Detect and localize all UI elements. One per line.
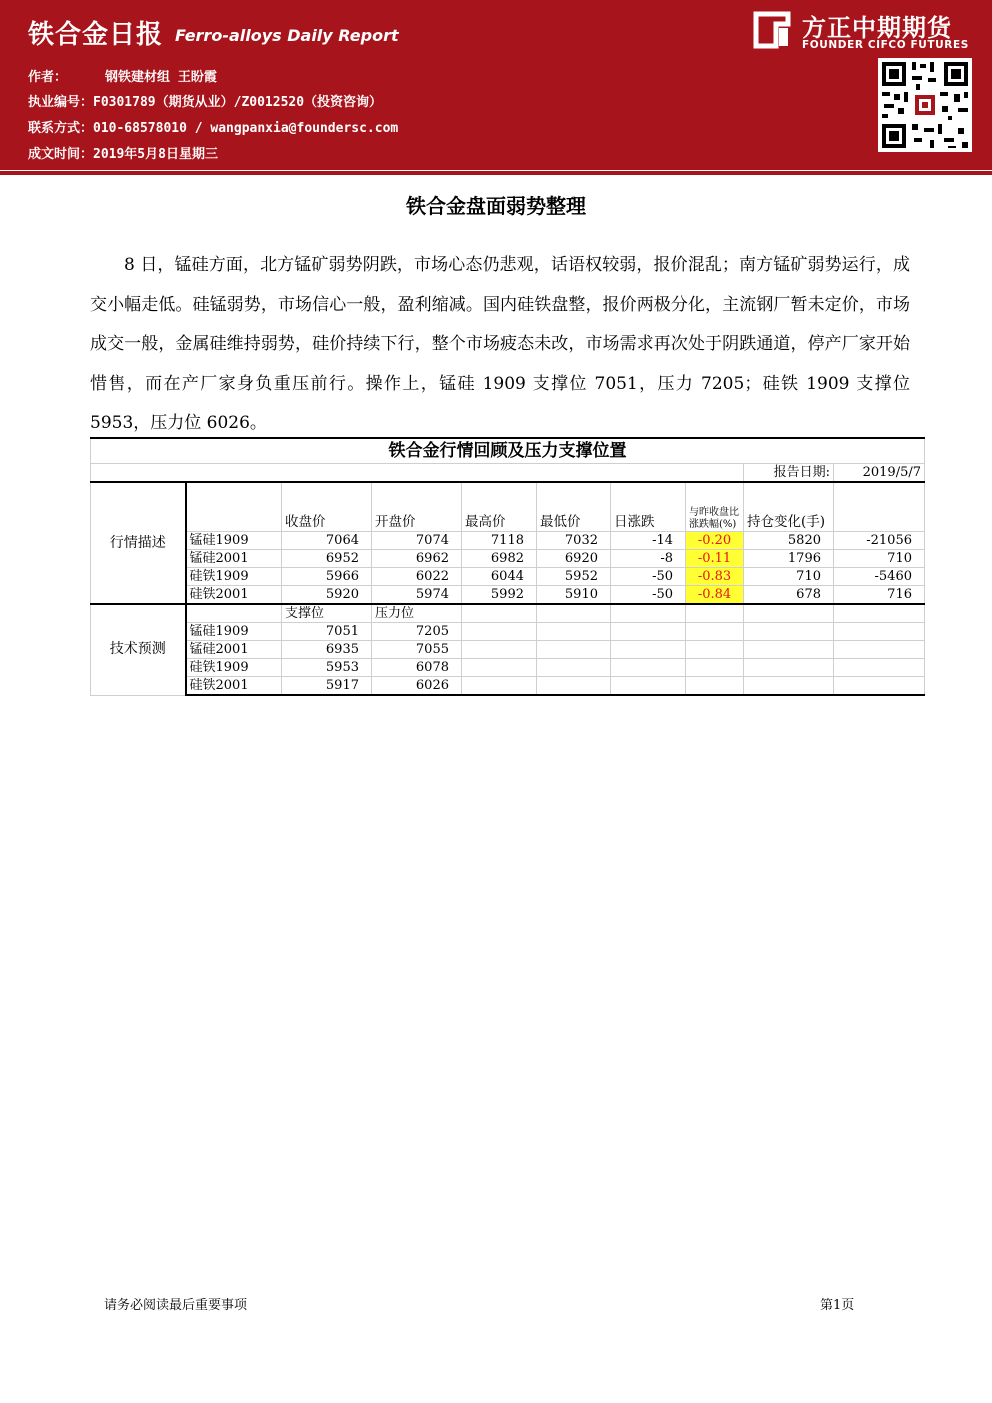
oi-value: 710 (744, 568, 834, 586)
contract-name: 硅铁2001 (186, 677, 282, 696)
contract-name: 硅铁1909 (186, 568, 282, 586)
extra-value: -5460 (834, 568, 925, 586)
contract-name: 锰硅1909 (186, 532, 282, 550)
high-value: 6982 (462, 550, 537, 568)
pct-value: -0.11 (686, 550, 744, 568)
close-value: 7064 (282, 532, 372, 550)
header-change: 日涨跌 (611, 482, 686, 532)
qr-code-icon (878, 58, 972, 152)
publish-date: 成文时间：2019年5月8日星期三 (28, 147, 218, 162)
change-value: -50 (611, 568, 686, 586)
close-value: 5920 (282, 586, 372, 605)
company-logo (752, 8, 980, 54)
header-close: 收盘价 (282, 482, 372, 532)
contract-name: 硅铁2001 (186, 586, 282, 605)
close-value: 5966 (282, 568, 372, 586)
close-value: 6952 (282, 550, 372, 568)
contact-info: 联系方式：010-68578010 / wangpanxia@foundersc.com (28, 121, 399, 136)
author-line (28, 66, 217, 85)
pct-value: -0.84 (686, 586, 744, 605)
table-row (91, 568, 925, 586)
resistance-value: 6078 (372, 659, 462, 677)
table-title: 铁合金行情回顾及压力支撑位置 (91, 438, 925, 464)
extra-value: -21056 (834, 532, 925, 550)
pct-value: -0.83 (686, 568, 744, 586)
open-value: 5974 (372, 586, 462, 605)
low-value: 6920 (537, 550, 611, 568)
contract-name: 硅铁1909 (186, 659, 282, 677)
change-value: -8 (611, 550, 686, 568)
header-oi: 持仓变化(手) (744, 482, 834, 532)
market-table (90, 437, 925, 696)
author-label: 作者： (28, 70, 68, 85)
report-date: 2019/5/7 (834, 464, 925, 483)
support-value: 7051 (282, 623, 372, 641)
resistance-value: 7055 (372, 641, 462, 659)
contract-name: 锰硅2001 (186, 550, 282, 568)
logo-mark-icon (752, 10, 792, 50)
header-resistance: 压力位 (372, 604, 462, 623)
table-row (91, 532, 925, 550)
document-title: 铁合金盘面弱势整理 (406, 194, 586, 218)
license-number: 执业编号：F0301789（期货从业）/Z0012520（投资咨询） (28, 95, 383, 110)
high-value: 5992 (462, 586, 537, 605)
contract-name: 锰硅1909 (186, 623, 282, 641)
report-date-label: 报告日期: (744, 464, 834, 483)
table-row (91, 550, 925, 568)
low-value: 5952 (537, 568, 611, 586)
report-title: 铁合金日报 (28, 20, 164, 50)
section-market: 行情描述 (91, 482, 186, 604)
footer-notice: 请务必阅读最后重要事项 (104, 1298, 248, 1313)
table-row (91, 677, 925, 696)
section-forecast: 技术预测 (91, 604, 186, 695)
page-number: 第1页 (820, 1298, 855, 1313)
table-row (91, 586, 925, 605)
header-support: 支撑位 (282, 604, 372, 623)
support-value: 6935 (282, 641, 372, 659)
high-value: 7118 (462, 532, 537, 550)
open-value: 7074 (372, 532, 462, 550)
support-value: 5917 (282, 677, 372, 696)
header-high: 最高价 (462, 482, 537, 532)
high-value: 6044 (462, 568, 537, 586)
resistance-value: 7205 (372, 623, 462, 641)
extra-value: 716 (834, 586, 925, 605)
oi-value: 1796 (744, 550, 834, 568)
table-row (91, 641, 925, 659)
logo-english-name: FOUNDER CIFCO FUTURES (802, 39, 969, 51)
logo-chinese-name: 方正中期期货 (802, 14, 952, 42)
header-low: 最低价 (537, 482, 611, 532)
table-row (91, 659, 925, 677)
author-value: 钢铁建材组 王盼霞 (105, 70, 217, 85)
table-row (91, 623, 925, 641)
resistance-value: 6026 (372, 677, 462, 696)
open-value: 6022 (372, 568, 462, 586)
oi-value: 5820 (744, 532, 834, 550)
change-value: -50 (611, 586, 686, 605)
contract-name: 锰硅2001 (186, 641, 282, 659)
support-value: 5953 (282, 659, 372, 677)
pct-value: -0.20 (686, 532, 744, 550)
change-value: -14 (611, 532, 686, 550)
low-value: 5910 (537, 586, 611, 605)
oi-value: 678 (744, 586, 834, 605)
market-commentary: 8 日，锰硅方面，北方锰矿弱势阴跌，市场心态仍悲观，话语权较弱，报价混乱；南方锰矿弱势运行，成交小幅走低。硅锰弱势，市场信心一般，盈利缩减。国内硅铁盘整，报价两极分化，主流钢厂暂未定价，市场成交一般，金属硅维持弱势，硅价持续下行，整个市场疲态未改，市场需求再次处于阴跌通道，停产厂家开始惜售，而在产厂家身负重压前行。操作上，锰硅 1909 支撑位 7051，压力 7205；硅铁 1909 支撑位 5953，压力位 6026。 (90, 255, 910, 433)
low-value: 7032 (537, 532, 611, 550)
extra-value: 710 (834, 550, 925, 568)
header-divider (0, 171, 992, 175)
header-open: 开盘价 (372, 482, 462, 532)
open-value: 6962 (372, 550, 462, 568)
header-pct: 与昨收盘比涨跌幅(%) (686, 482, 744, 532)
report-subtitle: Ferro-alloys Daily Report (175, 26, 399, 45)
